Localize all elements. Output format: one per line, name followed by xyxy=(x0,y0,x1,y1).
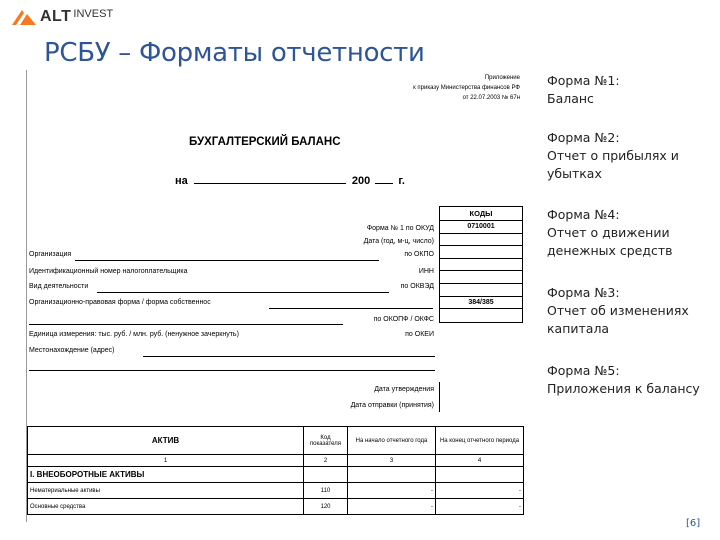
logo-text-invest: INVEST xyxy=(73,8,114,20)
column-number: 2 xyxy=(304,455,348,467)
form-name: Форма №4: xyxy=(547,207,620,222)
row-code: 120 xyxy=(304,499,348,515)
column-number: 3 xyxy=(348,455,436,467)
organization-label: Организация xyxy=(29,251,72,258)
column-number-row xyxy=(28,455,524,467)
date-label: Дата (год, м-ц, число) xyxy=(363,238,434,245)
legal-form-blank xyxy=(269,308,433,309)
date-year: 200 xyxy=(351,175,371,187)
organization-blank xyxy=(75,260,379,261)
row-end-value: - xyxy=(436,499,524,515)
units-label: Единица измерения: тыс. руб. / млн. руб. (ненужное зачеркнуть) xyxy=(29,331,239,338)
logo-text-alt: ALT xyxy=(40,8,72,25)
table-row xyxy=(28,499,524,515)
column-number: 1 xyxy=(28,455,304,467)
code-cell xyxy=(440,246,522,259)
okved-label: по ОКВЭД xyxy=(400,283,434,290)
column-header: Код показателя xyxy=(304,427,348,455)
assets-table xyxy=(27,426,524,515)
form-item xyxy=(547,206,715,260)
okud-label: Форма № 1 по ОКУД xyxy=(366,225,434,232)
form-item xyxy=(547,362,715,398)
annex-note xyxy=(413,73,520,103)
year-blank xyxy=(375,174,393,184)
activity-label: Вид деятельности xyxy=(29,283,89,290)
okpo-label: по ОКПО xyxy=(404,251,434,258)
page-title: РСБУ – Форматы отчетности xyxy=(44,38,425,68)
column-header: На начало отчетного года xyxy=(348,427,436,455)
page-number: [6] xyxy=(686,518,701,529)
column-header: АКТИВ xyxy=(28,427,304,455)
legal-form-blank-2 xyxy=(29,324,343,325)
location-blank xyxy=(143,356,435,357)
send-date-label: Дата отправки (принятия) xyxy=(350,402,434,409)
code-cell xyxy=(440,309,522,322)
code-cell xyxy=(440,234,522,247)
date-line xyxy=(175,174,405,187)
empty-cell xyxy=(348,467,436,483)
approval-date-label: Дата утверждения xyxy=(374,386,434,393)
table-row xyxy=(28,483,524,499)
codes-box xyxy=(439,206,523,323)
column-number: 4 xyxy=(436,455,524,467)
inn-code-label: ИНН xyxy=(418,268,434,275)
form-item xyxy=(547,72,715,108)
company-logo xyxy=(10,6,113,28)
form-name: Форма №2: xyxy=(547,130,620,145)
annex-line: от 22.07.2003 № 67н xyxy=(462,95,520,101)
approval-box xyxy=(439,382,523,412)
code-cell: 384/385 xyxy=(440,297,522,310)
form-description: Баланс xyxy=(547,91,594,106)
form-item xyxy=(547,129,715,183)
location-label: Местонахождение (адрес) xyxy=(29,347,115,354)
form-name: Форма №1: xyxy=(547,73,620,88)
code-cell xyxy=(440,259,522,272)
date-suffix: г. xyxy=(398,175,405,187)
row-name: Нематериальные активы xyxy=(28,483,304,499)
code-cell xyxy=(440,271,522,284)
balance-sheet-form xyxy=(26,70,524,522)
codes-header: КОДЫ xyxy=(440,207,522,221)
okei-label: по ОКЕИ xyxy=(405,331,434,338)
row-code: 110 xyxy=(304,483,348,499)
empty-cell xyxy=(436,467,524,483)
annex-line: к приказу Министерства финансов РФ xyxy=(413,85,520,91)
section-row xyxy=(28,467,524,483)
legal-form-label: Организационно-правовая форма / форма собственнос xyxy=(29,299,211,306)
form-name: Форма №5: xyxy=(547,363,620,378)
date-blank xyxy=(194,174,346,184)
form-description: Отчет о прибылях и убытках xyxy=(547,148,679,181)
annex-line: Приложение xyxy=(484,75,520,81)
empty-cell xyxy=(304,467,348,483)
form-description: Отчет об изменениях капитала xyxy=(547,303,689,336)
okopf-label: по ОКОПФ / ОКФС xyxy=(373,316,434,323)
row-name: Основные средства xyxy=(28,499,304,515)
column-header: На конец отчетного периода xyxy=(436,427,524,455)
logo-mark-icon xyxy=(10,7,38,27)
form-description: Отчет о движении денежных средств xyxy=(547,225,673,258)
row-end-value: - xyxy=(436,483,524,499)
form-description: Приложения к балансу xyxy=(547,381,700,396)
section-title: I. ВНЕОБОРОТНЫЕ АКТИВЫ xyxy=(28,467,304,483)
table-header-row xyxy=(28,427,524,455)
form-name: Форма №3: xyxy=(547,285,620,300)
code-cell xyxy=(440,284,522,297)
inn-label: Идентификационный номер налогоплательщика xyxy=(29,268,188,275)
form-item xyxy=(547,284,715,338)
date-prefix: на xyxy=(175,175,188,187)
row-start-value: - xyxy=(348,499,436,515)
code-cell: 0710001 xyxy=(440,221,522,234)
document-heading: БУХГАЛТЕРСКИЙ БАЛАНС xyxy=(189,136,341,148)
row-start-value: - xyxy=(348,483,436,499)
location-blank-2 xyxy=(29,370,435,371)
activity-blank xyxy=(97,292,389,293)
